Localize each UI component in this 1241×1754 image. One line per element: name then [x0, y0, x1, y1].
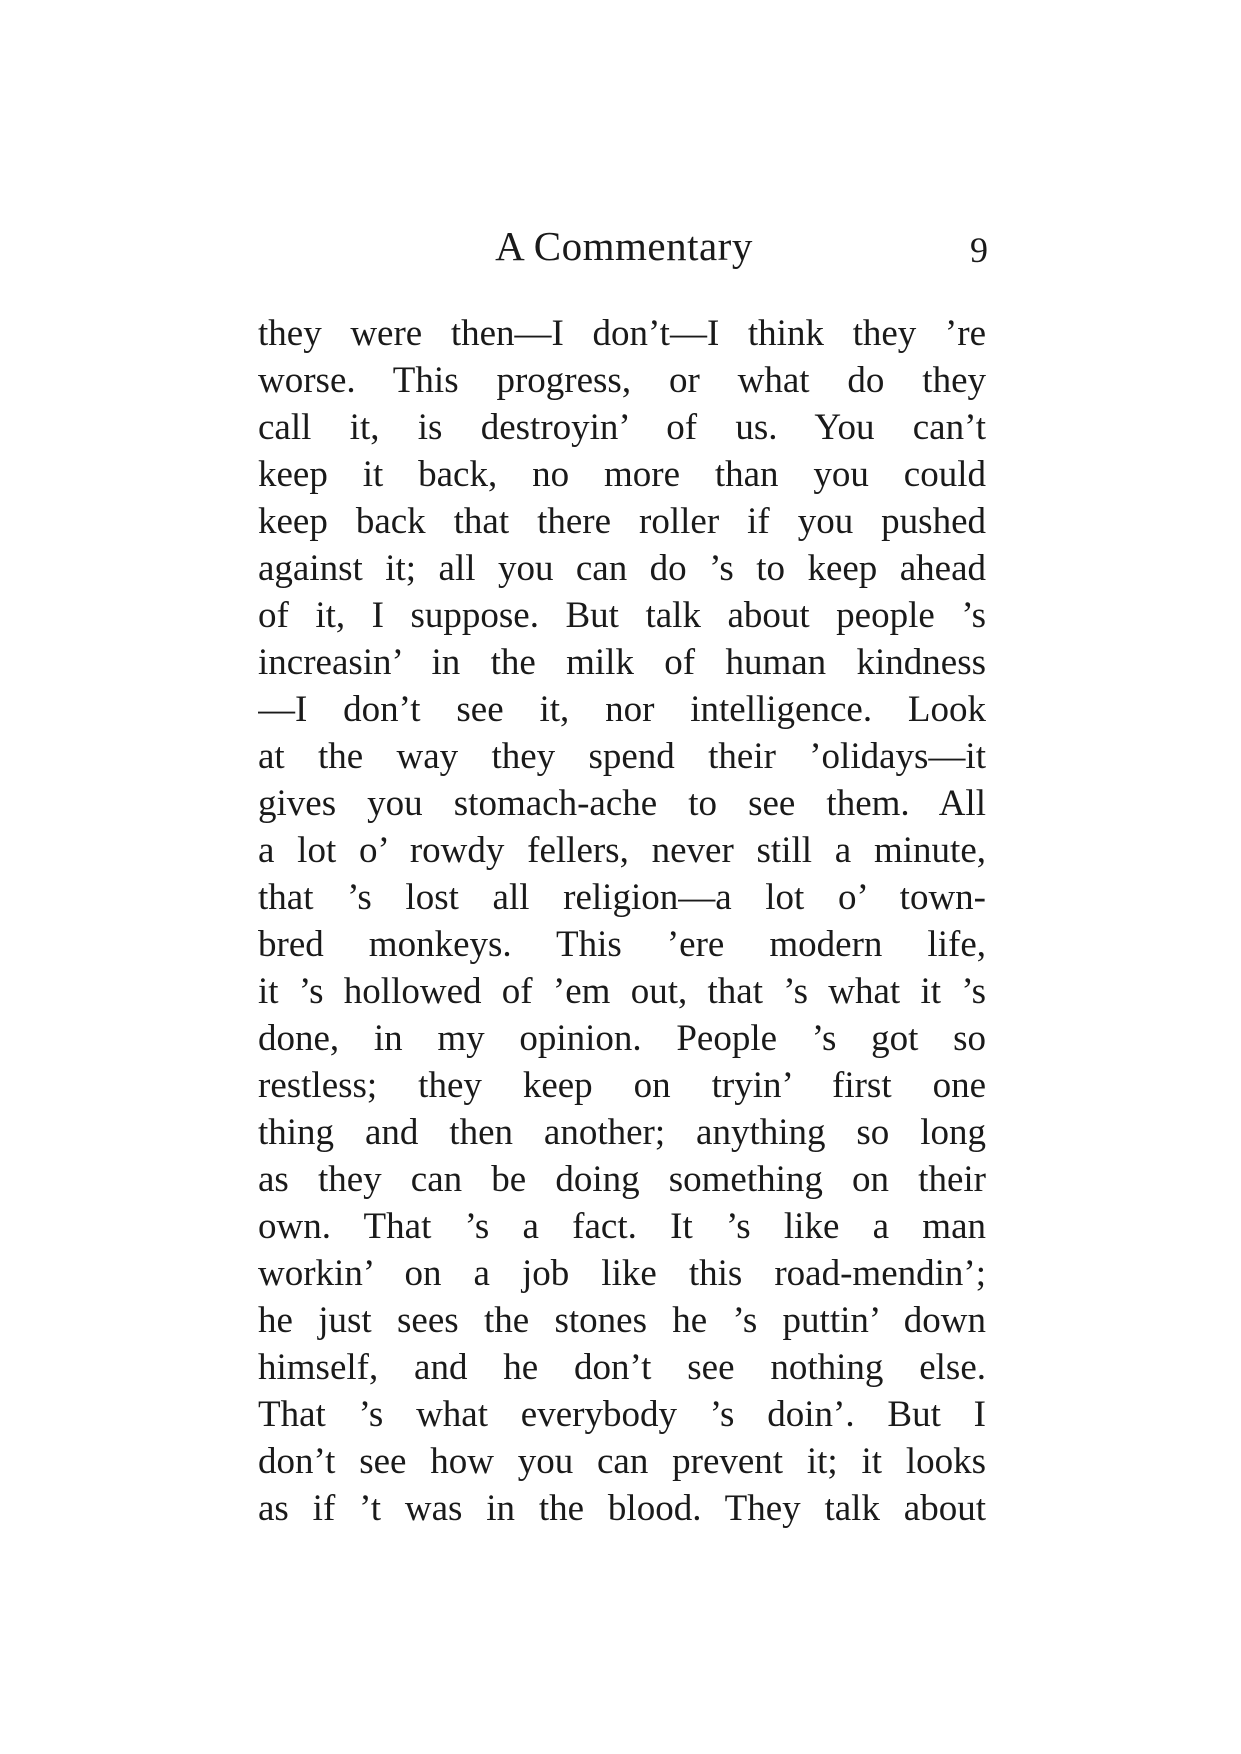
text-line: keep back that there roller if you pushed [258, 501, 986, 542]
text-line: bred monkeys. This ’ere modern life, [258, 924, 986, 965]
text-line: —I don’t see it, nor intelligence. Look [258, 689, 986, 730]
text-line: it ’s hollowed of ’em out, that ’s what it ’s [258, 971, 986, 1012]
text-line: own. That ’s a fact. It ’s like a man [258, 1206, 986, 1247]
text-line: they were then—I don’t—I think they ’re [258, 313, 986, 354]
body-text [258, 310, 986, 1532]
text-line: thing and then another; anything so long [258, 1112, 986, 1153]
text-line: as they can be doing something on their [258, 1159, 986, 1200]
text-line: call it, is destroyin’ of us. You can’t [258, 407, 986, 448]
text-line: against it; all you can do ’s to keep ahead [258, 548, 986, 589]
text-line: a lot o’ rowdy fellers, never still a minute, [258, 830, 986, 871]
running-head [260, 218, 988, 278]
text-line: restless; they keep on tryin’ first one [258, 1065, 986, 1106]
text-line: of it, I suppose. But talk about people ’s [258, 595, 986, 636]
page-number: 9 [970, 230, 988, 270]
text-line: gives you stomach-ache to see them. All [258, 783, 986, 824]
text-line: increasin’ in the milk of human kindness [258, 642, 986, 683]
text-line: at the way they spend their ’olidays—it [258, 736, 986, 777]
text-line: workin’ on a job like this road-mendin’; [258, 1253, 986, 1294]
text-line: himself, and he don’t see nothing else. [258, 1347, 986, 1388]
text-line: as if ’t was in the blood. They talk about [258, 1488, 986, 1529]
running-title: A Commentary [495, 223, 753, 269]
text-line: keep it back, no more than you could [258, 454, 986, 495]
text-line: he just sees the stones he ’s puttin’ down [258, 1300, 986, 1341]
text-line: that ’s lost all religion—a lot o’ town- [258, 877, 986, 918]
text-line: worse. This progress, or what do they [258, 360, 986, 401]
text-line: That ’s what everybody ’s doin’. But I [258, 1394, 986, 1435]
text-line: don’t see how you can prevent it; it looks [258, 1441, 986, 1482]
text-line: done, in my opinion. People ’s got so [258, 1018, 986, 1059]
